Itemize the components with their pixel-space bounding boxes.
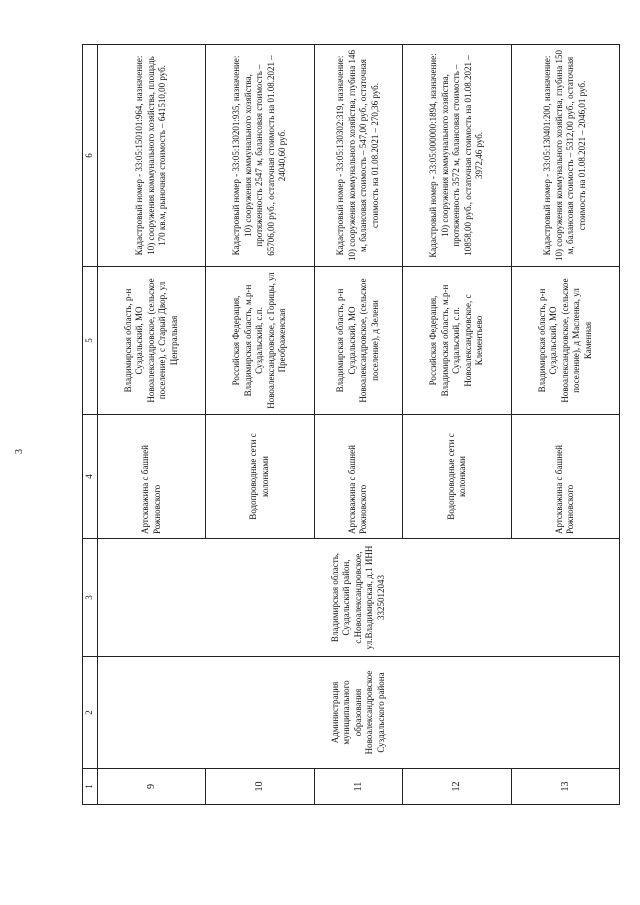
- owner-address: Владимирская область, Суздальский район, с.Новоалександровское, ул.Владимирская, д.1 ИНН 3325012043: [98, 539, 620, 657]
- object-location: Российская Федерация, Владимирская область, м.р-н Суздальский, с.п. Новоалександровское, с Клементьево: [403, 267, 511, 415]
- column-header: 3: [83, 539, 98, 657]
- column-header: 5: [83, 267, 98, 415]
- object-details: Кадастровый номер - 33:05:130201:935, назначение: 10) сооружения коммунального хозяйства, протяженность 2547 м, балансовая стоимость – 65706,00 руб., остаточная стоимость на 01.08.2021 – 24040,60 руб.: [206, 45, 314, 267]
- object-location: Владимирская область, р-н Суздальский, МО Новоалександровское, (сельское поселение), д Зелени: [314, 267, 403, 415]
- page-number: 3: [14, 449, 25, 454]
- object-name: Артскважина с башней Рожновского: [511, 415, 619, 539]
- object-name: Артскважина с башней Рожновского: [98, 415, 206, 539]
- row-number: 12: [403, 769, 511, 805]
- row-number: 11: [314, 769, 403, 805]
- owner-name: Администрация муниципального образования Новоалександровское Суздальского района: [98, 657, 620, 769]
- object-name: Водопроводные сети с колонками: [206, 415, 314, 539]
- object-details: Кадастровый номер - 33:05:130401:200, назначение: 10) сооружения коммунального хозяйства, глубина 150 м, балансовая стоимость – 5312,00 руб., остаточная стоимость на 01.08.2021 – 2046,01 руб.: [511, 45, 619, 267]
- object-details: Кадастровый номер - 33:05:130302:319, назначение: 10) сооружения коммунального хозяйства, глубина 146 м, балансовая стоимость – 547,00 руб., остаточная стоимость на 01.08.2021 – 270,36 руб.: [314, 45, 403, 267]
- object-details: Кадастровый номер - 33:05:000000:1894, назначение: 10) сооружения коммунального хозяйства, протяженность 3572 м, балансовая стоимость – 10858,00 руб., остаточная стоимость на 01.08.2021 – 3972,46 руб.: [403, 45, 511, 267]
- column-header: 6: [83, 45, 98, 267]
- column-header: 1: [83, 769, 98, 805]
- column-header: 2: [83, 657, 98, 769]
- object-location: Владимирская область, р-н Суздальский, МО Новоалександровское, (сельское поселение), с Старый Двор, ул Центральная: [98, 267, 206, 415]
- object-name: Артскважина с башней Рожновского: [314, 415, 403, 539]
- row-number: 9: [98, 769, 206, 805]
- header-row: [83, 45, 98, 805]
- column-header: 4: [83, 415, 98, 539]
- object-details: Кадастровый номер - 33:05:150101:964, назначение: 10) сооружения коммунального хозяйства, площадь 170 кв.м, рыночная стоимость – 641510,00 руб.: [98, 45, 206, 267]
- row-number: 13: [511, 769, 619, 805]
- object-name: Водопроводные сети с колонками: [403, 415, 511, 539]
- row-number: 10: [206, 769, 314, 805]
- property-table-wrapper: [82, 45, 620, 805]
- object-location: Владимирская область, р-н Суздальский, МО Новоалександровское, (сельское поселение), д Масленка, ул Каменная: [511, 267, 619, 415]
- object-location: Российская Федерация, Владимирская область, м.р-н Суздальский, с.п. Новоалександровское, с Горицы, ул Преображенская: [206, 267, 314, 415]
- table-row: [98, 45, 206, 805]
- property-table: [82, 44, 620, 805]
